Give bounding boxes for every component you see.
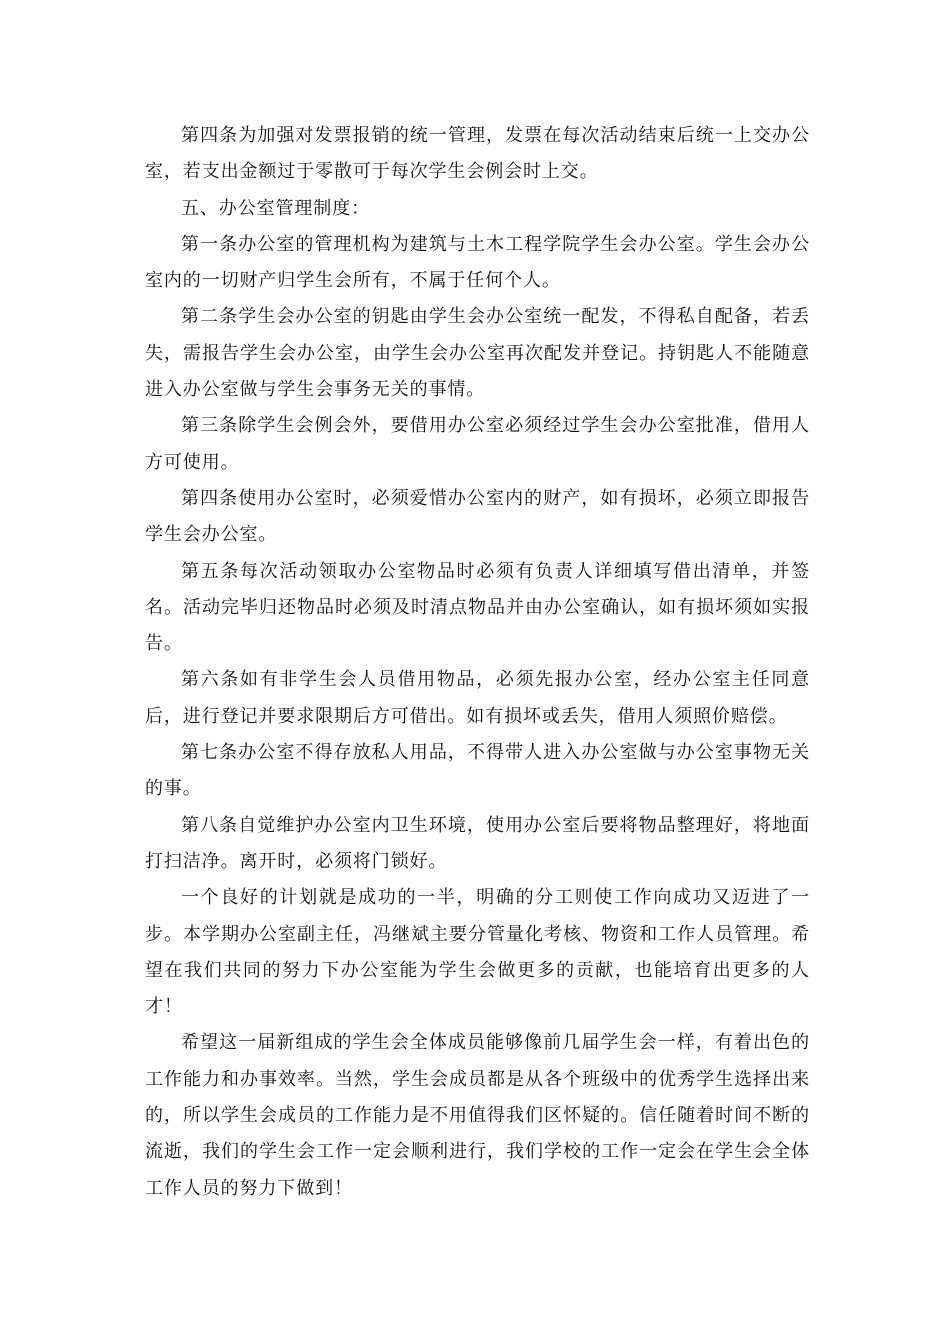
paragraph-plan-summary: 一个良好的计划就是成功的一半，明确的分工则使工作向成功又迈进了一步。本学期办公室副主任，冯继斌主要分管量化考核、物资和工作人员管理。希望在我们共同的努力下办公室能为学生会做更多的贡献，也能培育出更多的人才！ <box>145 887 810 1018</box>
paragraph-article-2: 第二条学生会办公室的钥匙由学生会办公室统一配发，不得私自配备，若丢失，需报告学生会办公室，由学生会办公室再次配发并登记。持钥匙人不能随意进入办公室做与学生会事务无关的事情。 <box>145 306 810 401</box>
paragraph-article-1: 第一条办公室的管理机构为建筑与土木工程学院学生会办公室。学生会办公室内的一切财产归学生会所有，不属于任何个人。 <box>145 233 810 292</box>
paragraph-invoice-rule: 第四条为加强对发票报销的统一管理，发票在每次活动结束后统一上交办公室，若支出金额过于零散可于每次学生会例会时上交。 <box>145 125 810 183</box>
document-body <box>145 118 810 1207</box>
section-heading-office-rules: 五、办公室管理制度： <box>181 197 370 219</box>
paragraph-article-7: 第七条办公室不得存放私人用品，不得带人进入办公室做与办公室事物无关的事。 <box>145 742 810 800</box>
paragraph-article-6: 第六条如有非学生会人员借用物品，必须先报办公室，经办公室主任同意后，进行登记并要求限期后方可借出。如有损坏或丢失，借用人须照价赔偿。 <box>145 669 810 727</box>
paragraph-closing: 希望这一届新组成的学生会全体成员能够像前几届学生会一样，有着出色的工作能力和办事效率。当然，学生会成员都是从各个班级中的优秀学生选择出来的，所以学生会成员的工作能力是不用值得我们区怀疑的。信任随着时间不断的流逝，我们的学生会工作一定会顺利进行，我们学校的工作一定会在学生会全体工作人员的努力下做到！ <box>145 1032 810 1199</box>
paragraph-article-5: 第五条每次活动领取办公室物品时必须有负责人详细填写借出清单，并签名。活动完毕归还物品时必须及时清点物品并由办公室确认，如有损坏须如实报告。 <box>145 560 810 655</box>
paragraph-article-4: 第四条使用办公室时，必须爱惜办公室内的财产，如有损坏，必须立即报告学生会办公室。 <box>145 487 810 546</box>
paragraph-article-8: 第八条自觉维护办公室内卫生环境，使用办公室后要将物品整理好，将地面打扫洁净。离开时，必须将门锁好。 <box>145 814 810 872</box>
paragraph-article-3: 第三条除学生会例会外，要借用办公室必须经过学生会办公室批准，借用人方可使用。 <box>145 415 810 473</box>
